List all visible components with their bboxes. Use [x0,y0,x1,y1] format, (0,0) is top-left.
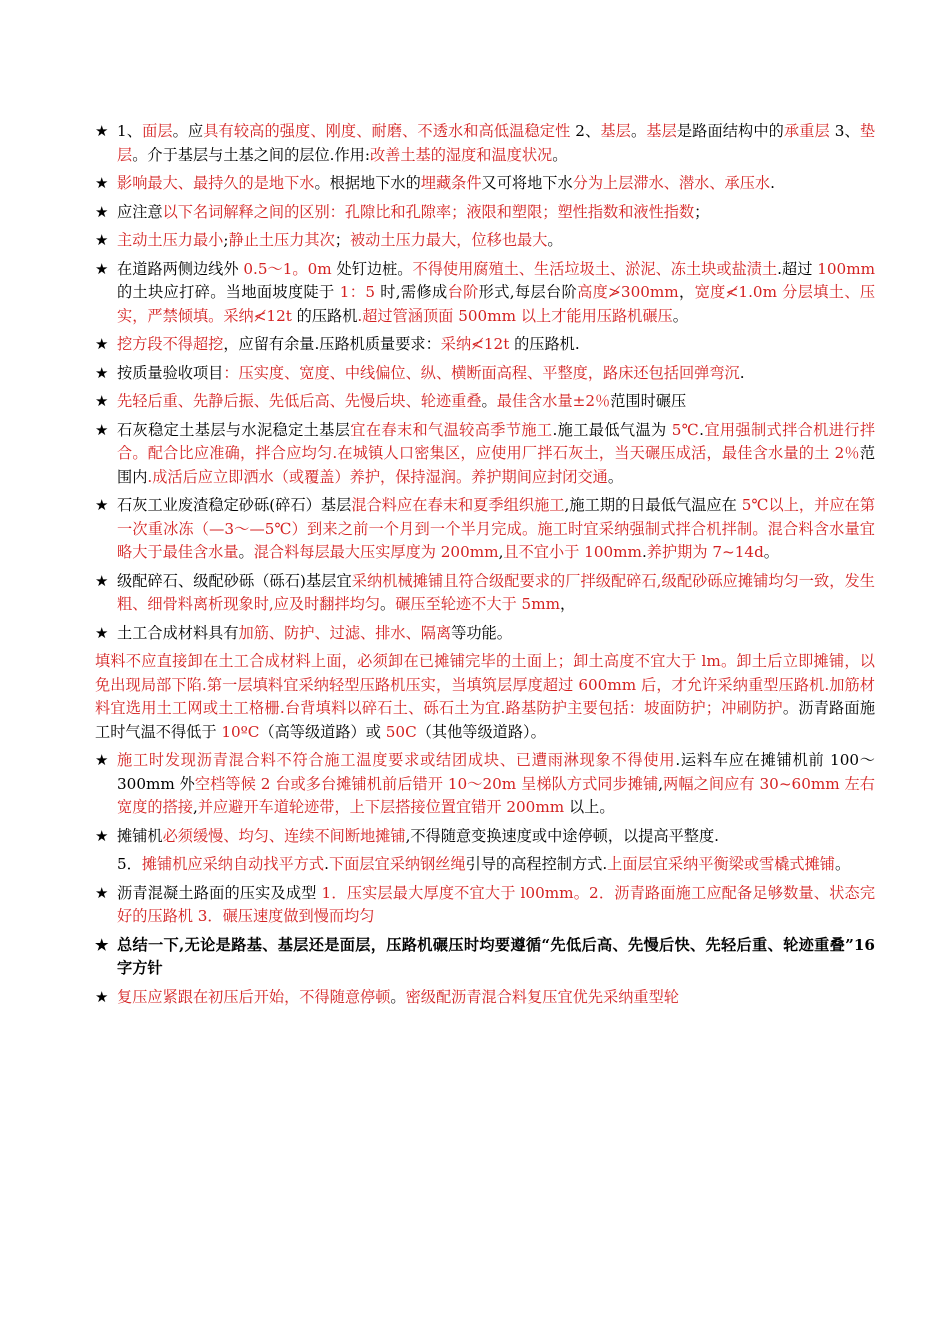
text-run: . [770,174,775,192]
highlighted-text: 加筋、防护、过滤、排水、隔离 [238,623,452,642]
paragraph [95,333,875,357]
text-run: 形式,每层台阶 [478,283,578,301]
text-run: 等功能。 [451,623,512,642]
highlighted-text: 混合料每层最大压实厚度为 200mm [253,543,499,561]
highlighted-text: 宽度≮1.0m [694,283,777,301]
paragraph [95,986,875,1010]
star-bullet-icon: ★ [95,987,109,1006]
text-run: ， [560,595,576,613]
highlighted-text: 1．压实层最大厚度不宜大于 l00mm。2．沥青路面施工应配备足够数量、状态完好的压路机 3．碾压速度做到慢而均匀 [117,883,876,925]
paragraph [95,419,875,490]
text-run: 土工合成材料具有 [117,623,239,642]
paragraph [95,172,875,196]
text-run: 。 [672,306,688,325]
highlighted-text: 以下名词解释之间的区别：孔隙比和孔隙率；液限和塑限；塑性指数和液性指数 [162,202,695,221]
text-run: , [192,798,198,816]
text-run: 范围时碾压 [610,392,687,410]
highlighted-text: 高度≯300mm [577,283,679,301]
text-run: 引导的高程控制方式. [465,855,608,873]
paragraph [95,229,875,253]
highlighted-text: 不得使用腐殖土、生活垃圾土、淤泥、冻土块或盐渍土 [412,259,778,278]
text-run: 以上。 [564,798,615,816]
text-run: 1、 [117,122,143,140]
text-run: .超过 [777,259,818,278]
highlighted-text: .超过管涵顶面 500mm 以上才能用压路机碾压 [357,306,673,325]
text-run: 5． [117,855,142,873]
highlighted-text: 必须缓慢、均匀、连续不间断地摊铺 [162,826,406,845]
highlighted-text: 垫层 [117,122,876,164]
text-run: 。 [630,122,647,140]
paragraph [95,494,875,565]
text-run: 。 [390,987,406,1006]
highlighted-text: 混合料应在春末和夏季组织施工 [351,496,565,514]
text-run: 是路面结构中的 [676,122,784,140]
star-bullet-icon: ★ [95,496,109,514]
text-run: ； [694,202,710,221]
highlighted-text: 施工时发现沥青混合料不符合施工温度要求或结团成块、已遭雨淋现象不得使用 [117,751,676,769]
text-run: 。 [547,231,563,249]
highlighted-text: 基层 [646,122,677,140]
text-run: 时,需修成 [375,283,448,301]
highlighted-text: 50C [385,722,417,741]
text-run: . [324,855,329,873]
text-run: 。 [552,145,568,164]
text-run: .运料车应在摊铺机前 100～300mm 外 [117,751,875,793]
highlighted-text: 静止土压力其次 [228,231,335,249]
star-bullet-icon: ★ [95,363,109,382]
text-run: 摊铺机 [117,826,163,845]
star-bullet-icon: ★ [95,202,109,221]
text-run: , [498,543,504,561]
text-run: 。 [481,392,497,410]
star-bullet-icon: ★ [95,231,109,249]
text-run: ，应留有余量.压路机质量要求： [223,335,441,353]
highlighted-text: 基层 [600,122,631,140]
text-run: 。 [834,855,851,873]
text-run: 。根据地下水的 [314,174,421,192]
highlighted-text: 密级配沥青混合料复压宜优先采纳重型轮 [405,987,679,1006]
highlighted-text: ：压实度、宽度、中线偏位、纵、横断面高程、平整度，路床还包括回弹弯沉 [223,363,740,382]
text-run: 石灰工业废渣稳定砂砾(碎石）基层 [117,496,352,514]
text-run: 在道路两侧边线外 [117,259,244,278]
text-run: 总结一下,无论是路基、基层还是面层，压路机碾压时均要遵循“先低后高、先慢后快、先轻后重、轮迹重叠”16 字方针 [117,935,875,977]
star-bullet-icon: ★ [95,122,109,140]
highlighted-text: 宜用强制式拌合机进行拌合。配合比应准确，拌合应均匀 [117,420,876,462]
highlighted-text: 影响最大、最持久的是地下水 [117,174,315,192]
text-run: 的压路机 [291,306,358,325]
text-run: 。 [380,595,396,613]
text-run: （高等级道路）或 [259,722,386,741]
text-run: ,施工期的日最低气温应在 [564,496,742,514]
paragraph [95,825,875,849]
highlighted-text: 主动土压力最小 [117,231,224,249]
star-bullet-icon: ★ [95,826,109,845]
highlighted-text: 上面层宜采纳平衡梁或雪橇式摊铺 [607,855,835,873]
paragraph [95,749,875,820]
star-bullet-icon: ★ [95,174,109,192]
highlighted-text: 养护期为 7~14d [646,543,764,561]
highlighted-text: 并应避开车道轮迹带，上下层搭接位置宜错开 200mm [197,798,565,816]
text-run: . [739,363,745,382]
text-run: 。应 [172,122,204,140]
highlighted-text: 1：5 [339,283,376,301]
highlighted-text: 100mm [817,259,876,278]
text-run: ; [223,231,229,249]
text-run: 又可将地下水 [481,174,573,192]
highlighted-text: 改善土基的湿度和温度状况 [369,145,553,164]
text-run: ,不得随意变换速度或中途停顿，以提高平整度. [405,826,719,845]
star-bullet-icon: ★ [95,883,109,902]
text-run: 。 [607,467,624,486]
highlighted-text: 下面层宜采纳钢丝绳 [328,855,466,873]
star-bullet-icon: ★ [95,571,109,590]
paragraph [95,934,875,981]
text-run: 石灰稳定土基层与水泥稳定土基层 [117,420,351,439]
highlighted-text: 先轻后重、先静后振、先低后高、先慢后块、轮迹重叠 [117,392,482,410]
document-body [95,120,875,1014]
paragraph [95,120,875,167]
text-run: 3、 [829,122,860,140]
text-run: 的土块应打碎。当地面坡度陡于 [117,283,340,301]
paragraph [95,882,875,929]
text-run: 。沥青路面施工时气温不得低于 [95,699,876,741]
star-bullet-icon: ★ [95,335,109,353]
text-run: 应注意 [117,202,163,221]
text-run: 。 [763,543,779,561]
text-run: , [658,774,664,793]
highlighted-text: 0.5～1。0m [243,259,332,278]
highlighted-text: 分层填土、压实，严禁倾填。采纳≮12t [117,283,876,325]
paragraph [95,570,875,617]
highlighted-text: 被动土压力最大，位移也最大 [349,231,548,249]
highlighted-text: 挖方段不得超挖 [117,335,224,353]
highlighted-text: 10ºC [221,722,260,741]
highlighted-text: 采纳≮12t [440,335,510,353]
highlighted-text: 填料不应直接卸在土工合成材料上面，必须卸在已摊铺完毕的土面上；卸土高度不宜大于 lm。卸土后立即摊铺，以免出现局部下陷.第一层填料宜采纳轻型压路机压实，当填筑层厚度超过 600mm 后，才允许采纳重型压路机.加筋材料宜选用土工网或土工格栅.台背填料以碎石土、砾石土为宜.路基防护主要包括：坡面防护；冲刷防护 [95,652,875,717]
highlighted-text: 两幅之间应有 30~60mm 左右宽度的搭接 [117,774,875,816]
paragraph [95,362,875,386]
text-run: .施工最低气温为 [552,420,672,439]
text-run: 2、 [570,122,601,140]
text-run: 处钉边桩。 [331,259,413,278]
paragraph [95,853,875,877]
paragraph [95,622,875,646]
text-run: 。 [238,543,254,561]
highlighted-text: 承重层 [783,122,830,140]
highlighted-text: 5℃ [671,420,700,439]
star-bullet-icon: ★ [95,392,109,410]
highlighted-text: 宜在春末和气温较高季节施工 [350,420,553,439]
paragraph [95,390,875,414]
text-run: 。介于基层与土基之间的层位.作用: [132,145,370,164]
highlighted-text: .在城镇人口密集区，应使用厂拌石灰土，当天碾压成活，最佳含水量的土 2％ [332,444,860,462]
highlighted-text: 5℃以上，并应在第一次重冰冻（—3～—5℃）到来之前一个月到一个半月完成。施工时宜采纳强制式拌合机拌制。混合料含水量宜略大于最佳含水量 [117,496,876,561]
text-run: 按质量验收项目 [117,363,224,382]
text-run: （其他等级道路）。 [416,722,546,741]
star-bullet-icon: ★ [95,751,109,769]
text-run: . [699,420,704,439]
highlighted-text: 采纳机械摊铺且符合级配要求的厂拌级配碎石,级配砂砾应摊铺均匀一致，发生粗、细骨料离析现象时,应及时翻拌均匀 [117,571,875,613]
highlighted-text: 面层 [142,122,173,140]
highlighted-text: 且不宜小于 100mm [503,543,642,561]
highlighted-text: 分为上层滞水、潜水、承压水 [572,174,771,192]
star-bullet-icon: ★ [95,420,109,439]
highlighted-text: 具有较高的强度、刚度、耐磨、不透水和高低温稳定性 [203,122,571,140]
paragraph [95,201,875,225]
text-run: 范围内 [117,444,876,486]
star-bullet-icon: ★ [95,259,109,278]
star-bullet-icon: ★ [95,623,109,642]
highlighted-text: .成活后应立即洒水（或覆盖）养护，保持湿润。养护期间应封闭交通 [147,467,608,486]
highlighted-text: 最佳含水量±2％ [496,392,611,410]
star-bullet-icon: ★ [95,935,109,954]
text-run: . [641,543,647,561]
text-run: ； [334,231,350,249]
text-run: ， [678,283,695,301]
highlighted-text: 复压应紧跟在初压后开始，不得随意停顿 [117,987,391,1006]
highlighted-text: 空档等候 2 台或多台摊铺机前后错开 10～20m 呈梯队方式同步摊铺 [194,774,659,793]
highlighted-text: 碾压至轮迹不大于 5mm [395,595,560,613]
paragraph [95,258,875,329]
text-run: 沥青混凝土路面的压实及成型 [117,883,322,902]
highlighted-text: 埋藏条件 [420,174,482,192]
highlighted-text: 台阶 [447,283,479,301]
text-run: 的压路机. [509,335,580,353]
paragraph [95,650,875,744]
highlighted-text: 摊铺机应采纳自动找平方式 [141,855,325,873]
text-run: 级配碎石、级配砂砾（砾石)基层宜 [117,571,352,590]
